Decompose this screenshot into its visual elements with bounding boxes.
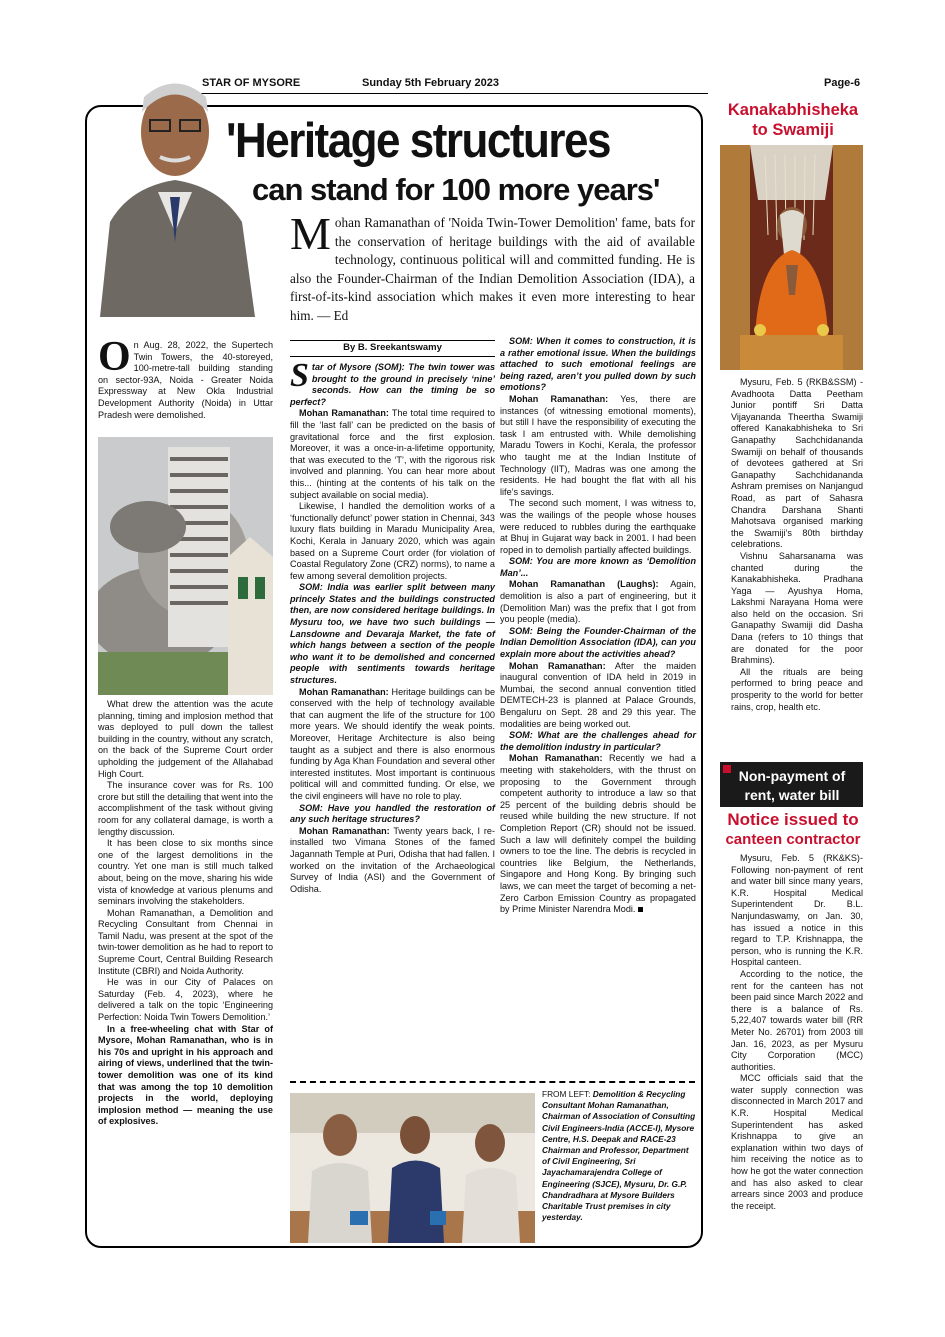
- page-number: Page-6: [824, 77, 861, 89]
- answer: Twenty years back, I re-installed two Vimana Stones of the famed Jagannath Temple at Puri, Odisha that had fallen. I worked on the invitation of the Archaeological Survey of India (ASI) and the Government of Odisha.: [290, 825, 495, 894]
- question: SOM: You are more known as ‘Demolition Man’...: [500, 556, 696, 578]
- speaker-label: Mohan Ramanathan:: [299, 686, 389, 697]
- col1-lead-text: n Aug. 28, 2022, the Supertech Twin Towers, the 40-storeyed, 100-metre-tall building standing on sector-93A, Noida - Greater Noida Expressway at New Okla Industrial Development Authority (Noida) in Uttar Pradesh were demolished.: [98, 340, 273, 420]
- question: SOM: India was earlier split between many princely States and the buildings constructed then, are now considered heritage buildings. In Mysuru too, we have two such buildings — Lansdowne and Devaraja Market, the fate of which hangs between a section of the people who want it to be demolished and concerned people with sentiments towards heritage structures.: [290, 582, 495, 686]
- question: SOM: When it comes to construction, it is a rather emotional issue. When the buildings attached to such emotional feelings are being razed, aren’t you pulled down by such emotions?: [500, 336, 696, 393]
- issue-date: Sunday 5th February 2023: [362, 77, 499, 89]
- intro-standfirst: [290, 208, 695, 326]
- answer: Recently we had a meeting with stakeholders, with the thrust on proposing to the Government through competent authority to introduce a law so that 25 percent of the building debris should be reused while building the new structure. If not Completion Report (CR) should not be issued. Such a law will definitely compel the building owners to toe the line. The debris is recycled in countries like Belgium, the Netherlands, Singapore and Hong Kong. By bringing such laws, we can meet the target of becoming a net-Zero Carbon Emission Country as propagated by Prime Minister Narendra Modi.: [500, 753, 696, 915]
- sidebar-para: According to the notice, the rent for the canteen has not been paid since March 2022 and there is a balance of Rs. 5,22,407 towards water bill (RR Meter No. 26701) from 2003 till Jan. 16, 2023, as per Mysuru City Corporation (MCC) authorities.: [731, 968, 863, 1072]
- col2-body: [290, 357, 495, 895]
- byline-rule-bottom: [290, 356, 495, 357]
- header-rule: [200, 93, 708, 94]
- caption-text: Demolition & Recycling Consultant Mohan Ramanathan, Chairman of Association of Consulting Civil Engineers-India (ACCE-I), Mysore Centre, H.S. Deepak and RACE-23 Chairman and Professor, Department of Civil Engineering, Sri Jayachamarajendra College of Engineering (SJCE), Mysuru, Dr. G.P. Chandradhara at Mysore Builders Charitable Trust premises in city yesterday.: [542, 1089, 696, 1223]
- answer-para: Likewise, I handled the demolition works of a ‘functionally defunct’ power station in Chennai, 343 luxury flats building in Maradu Municipality Area, Kochi, Kerala in January 2020, which was again based on a Supreme Court order (for violation of Coastal Regulatory Zone (CRZ) norms), to name a few among several demolition projects.: [290, 501, 495, 581]
- question: SOM: What are the challenges ahead for the demolition industry in particular?: [500, 730, 696, 752]
- sidebar-story2-body: [731, 853, 863, 1212]
- speaker-label: Mohan Ramanathan (Laughs):: [509, 579, 659, 590]
- sidebar-story2-title-1: Notice issued to: [727, 810, 859, 829]
- answer: Yes, there are instances (of witnessing emotional moments), but still I have the responsibility of executing the task I am entrusted with. While demolishing Maradu Towers in Kochi, Kerala, the professor who taught me at the Indian Institute of Technology (IIT), Madras was one among the residents. He had bought the flat with all his life’s savings.: [500, 393, 696, 497]
- col1-para: What drew the attention was the acute planning, timing and implosion method that was deployed to pull down the tallest building in the country, without any scratch, on the back of the Supreme Court order upholding the judgement of the Allahabad High Court.: [98, 699, 273, 779]
- answer: Heritage buildings can be conserved with the help of technology available that can augment the life of the structure for 100 more years. We should identify the weak points. Moreover, Heritage Architecture is also being taught as a subject and there is also enormous funding by Aga Khan Foundation and several other interested institutes. Most important is continuous political will and committed funding. Or else, we the civil engineers will have no role to play.: [290, 686, 495, 801]
- sidebar-para: MCC officials said that the water supply connection was disconnected in March 2017 and K.R. Hospital Medical Superintendent has asked Krishnappa to give an explanation within two days of him receiving the notice as to how he got the water connection and has also asked to clear arrears since 2003 and produce the receipt.: [731, 1073, 863, 1211]
- col2-dropcap: S: [290, 357, 309, 394]
- group-photo: [290, 1093, 535, 1243]
- question: SOM: Being the Founder-Chairman of the Indian Demolition Association (IDA), can you explain more about the activities ahead?: [500, 625, 696, 660]
- answer-para: The second such moment, I was witness to, was the wailings of the people whose houses were reduced to rubbles during the earthquake at Bhuj in Gujarat way back in 2001. I had been roped in to demolish partially affected buildings.: [500, 498, 696, 555]
- sidebar-para: Mysuru, Feb. 5 (RKB&SSM) - Avadhoota Datta Peetham Junior pontiff Sri Datta Vijayananda Theertha Swamiji offered Kanakabhisheka to Sri Ganapathy Sachchidananda Swamiji on behalf of thousands of devotees gathered at Sri Ganapathy Sachchidananda Ashram premises on Nanjangud Road, as part of Sahasra Chandra Darshana Shanti Mahotsava organised marking the Swamiji’s 80th birthday celebrations.: [731, 377, 863, 550]
- col1-para-bold: In a free-wheeling chat with Star of Mysore, Mohan Ramanathan, who is in his 70s and upright in his approach and airing of views, underlined that the twin-tower demolition was one of its kind that was among the top 10 demolition projects in the world, deploying implosion method — meaning the use of explosives.: [98, 1023, 273, 1127]
- sidebar-para: Mysuru, Feb. 5 (RK&KS)- Following non-payment of rent and water bill since many years, K.R. Hospital Medical Superintendent Dr. B.L. Nanjundaswamy, on Jan. 30, has issued a notice in this regard to T.P. Krishnappa, the person, who is running the K.R. Hospital canteen.: [731, 853, 863, 968]
- col1-dropcap: O: [98, 334, 131, 380]
- col1-lead: [98, 334, 273, 421]
- portrait-photo: [70, 72, 275, 317]
- col1-body: [98, 699, 273, 1128]
- col3-body: [500, 336, 696, 916]
- speaker-label: Mohan Ramanathan:: [299, 825, 390, 836]
- speaker-label: Mohan Ramanathan:: [509, 393, 609, 404]
- answer: After the maiden inaugural convention of IDA held in 2019 in Mumbai, the second annual convention titled DEMTECH-23 is planned at Palace Grounds, Bengaluru on Sept. 28 and 29 this year. The modalities are being worked out.: [500, 660, 696, 729]
- caption-lead: FROM LEFT:: [542, 1089, 593, 1099]
- sidebar-kicker: Non-payment of rent, water bill: [738, 768, 846, 803]
- speaker-label: Mohan Ramanathan:: [509, 753, 603, 764]
- sidebar-story2-title-2: canteen contractor: [725, 831, 861, 848]
- col1-para: It has been close to six months since one of the largest demolitions in the country. Yet one man is still much talked about, being on the move, sharing his wide vista of knowledge at various plenums and seminars involving the stakeholders.: [98, 838, 273, 907]
- question: tar of Mysore (SOM): The twin tower was brought to the ground in precisely ‘nine’ seconds. How can the timing be so perfect?: [290, 362, 495, 407]
- twin-tower-demolition-photo: [98, 437, 273, 695]
- photo-caption: [542, 1089, 696, 1223]
- sidebar-para: Vishnu Saharsanama was chanted during the Kanakabhisheka. Pradhana Yaga — Ayushya Homa, Lakshmi Narayana Homa were also held on the occasion. Sri Ganapathy Swamiji did Dasha Dana (refers to 10 things that are donated for the poor Brahmins).: [731, 550, 863, 666]
- headline-line-1: 'Heritage structures: [226, 113, 610, 169]
- end-mark: [638, 907, 643, 912]
- col1-para: Mohan Ramanathan, a Demolition and Recycling Consultant from Chennai in Tamil Nadu, was present at the spot of the twin-tower demolition as he had to report to Supreme Court, Central Building Research Institute (CBRI) and Noida Authority.: [98, 907, 273, 976]
- kanakabhisheka-photo: [720, 145, 863, 370]
- byline: By B. Sreekantswamy: [343, 342, 442, 353]
- sidebar-story-title: Kanakabhisheka to Swamiji: [727, 101, 859, 139]
- answer: The total time required to fill the ‘last fall’ can be predicted on the basis of gravitational force and the first explosion. Moreover, it was a once-in-a-lifetime opportunity, that was executed to the ‘T’, with the rigorous risk involved and planning. You can hear more about this... (hinting at the contents of his talk on the subject available on social media).: [290, 408, 495, 500]
- answer: Again, demolition is also a part of engineering, but it (Demolition Man) was the prefix that I got from you people (media).: [500, 579, 696, 625]
- headline-line-2: can stand for 100 more years': [252, 172, 660, 207]
- question: SOM: Have you handled the restoration of any such heritage structures?: [290, 802, 495, 825]
- masthead-name: STAR OF MYSORE: [202, 77, 301, 89]
- intro-text: ohan Ramanathan of 'Noida Twin-Tower Demolition' fame, bats for the conservation of heritage buildings with the aid of available technology, continuous political will and committed funding. He is also the Founder-Chairman of the Indian Demolition Association (IDA), a first-of-its-kind association which makes it even more interesting to hear him. — Ed: [290, 215, 695, 323]
- sidebar-story1-body: [731, 377, 863, 713]
- speaker-label: Mohan Ramanathan:: [299, 408, 389, 419]
- speaker-label: Mohan Ramanathan:: [509, 660, 606, 671]
- col1-para: He was in our City of Palaces on Saturday (Feb. 4, 2023), where he delivered a talk on the topic ‘Engineering Perfection: Noida Twin Towers Demolition.’: [98, 977, 273, 1023]
- dashed-divider: [290, 1081, 695, 1083]
- intro-dropcap: M: [290, 208, 331, 259]
- col1-para: The insurance cover was for Rs. 100 crore but still the detailing that went into the accomplishment of the task without giving room for any collateral damage, is worth a lengthy discussion.: [98, 780, 273, 837]
- sidebar-para: All the rituals are being performed to bring peace and prosperity to the world for better rains, crop, health etc.: [731, 666, 863, 712]
